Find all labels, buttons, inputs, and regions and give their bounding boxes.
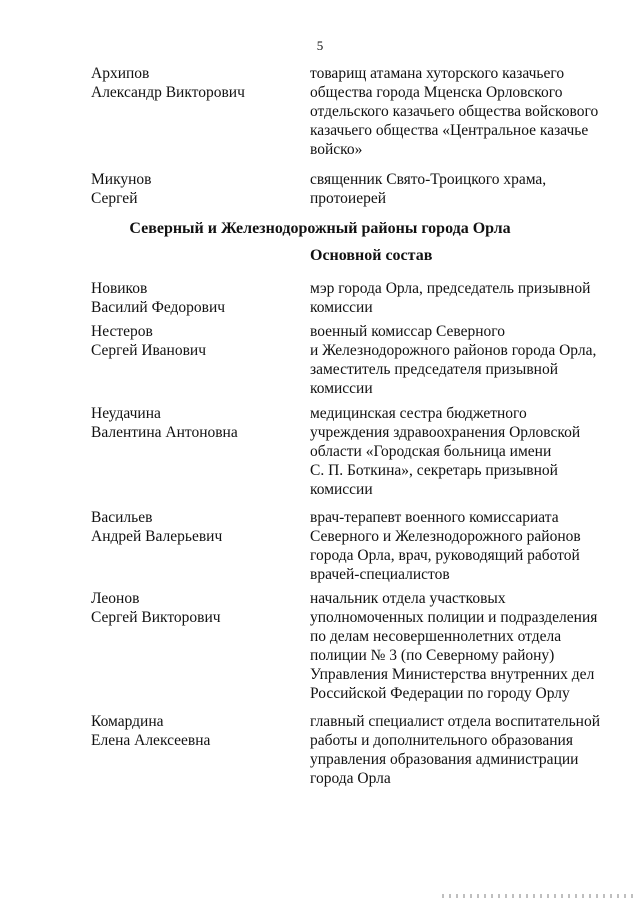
position-line: врач-терапевт военного комиссариата bbox=[310, 509, 559, 526]
name-line: Сергей Иванович bbox=[91, 342, 207, 359]
member-position bbox=[310, 64, 610, 159]
member-name bbox=[91, 322, 291, 360]
position-line: комиссии bbox=[310, 380, 373, 397]
name-line: Нестеров bbox=[91, 323, 153, 340]
position-line: войско» bbox=[310, 141, 363, 158]
page-number: 5 bbox=[316, 38, 324, 53]
name-line: Неудачина bbox=[91, 405, 161, 422]
position-line: медицинская сестра бюджетного bbox=[310, 405, 527, 422]
position-line: мэр города Орла, председатель призывной bbox=[310, 280, 591, 297]
position-line: казачьего общества «Центральное казачье bbox=[310, 122, 589, 139]
name-line: Комардина bbox=[91, 713, 164, 730]
position-line: комиссии bbox=[310, 481, 373, 498]
member-name bbox=[91, 508, 291, 546]
name-line: Елена Алексеевна bbox=[91, 732, 211, 749]
member-position bbox=[310, 508, 610, 584]
scan-footer-mark bbox=[442, 894, 637, 898]
position-line: комиссии bbox=[310, 299, 373, 316]
position-line: по делам несовершеннолетних отдела bbox=[310, 628, 562, 645]
member-position bbox=[310, 170, 610, 208]
name-line: Сергей bbox=[91, 190, 138, 207]
position-line: управления образования администрации bbox=[310, 751, 579, 768]
name-line: Архипов bbox=[91, 65, 150, 82]
member-name bbox=[91, 170, 291, 208]
position-line: учреждения здравоохранения Орловской bbox=[310, 424, 581, 441]
member-position bbox=[310, 589, 610, 703]
name-line: Васильев bbox=[91, 509, 153, 526]
name-line: Андрей Валерьевич bbox=[91, 528, 223, 545]
position-line: области «Городская больница имени bbox=[310, 443, 552, 460]
position-line: и Железнодорожного районов города Орла, bbox=[310, 342, 597, 359]
name-line: Сергей Викторович bbox=[91, 609, 221, 626]
position-line: полиции № 3 (по Северному району) bbox=[310, 647, 555, 664]
name-line: Леонов bbox=[91, 590, 140, 607]
position-line: товарищ атамана хуторского казачьего bbox=[310, 65, 565, 82]
position-line: главный специалист отдела воспитательной bbox=[310, 713, 601, 730]
member-position bbox=[310, 404, 610, 499]
name-line: Валентина Антоновна bbox=[91, 424, 238, 441]
position-line: врачей-специалистов bbox=[310, 566, 450, 583]
member-position bbox=[310, 279, 610, 317]
member-position bbox=[310, 322, 610, 398]
position-line: Управления Министерства внутренних дел bbox=[310, 666, 595, 683]
position-line: общества города Мценска Орловского bbox=[310, 84, 563, 101]
position-line: Северного и Железнодорожного районов bbox=[310, 528, 581, 545]
member-name bbox=[91, 589, 291, 627]
name-line: Новиков bbox=[91, 280, 148, 297]
member-position bbox=[310, 712, 610, 788]
position-line: уполномоченных полиции и подразделения bbox=[310, 609, 598, 626]
member-name bbox=[91, 64, 291, 102]
position-line: начальник отдела участковых bbox=[310, 590, 506, 607]
member-name bbox=[91, 279, 291, 317]
position-line: военный комиссар Северного bbox=[310, 323, 505, 340]
subheading: Основной состав bbox=[310, 247, 433, 264]
position-line: священник Свято-Троицкого храма, bbox=[310, 171, 547, 188]
section-heading: Северный и Железнодорожный районы города Орла bbox=[129, 220, 511, 237]
member-name bbox=[91, 404, 291, 442]
position-line: отдельского казачьего общества войскового bbox=[310, 103, 599, 120]
name-line: Микунов bbox=[91, 171, 152, 188]
position-line: работы и дополнительного образования bbox=[310, 732, 573, 749]
name-line: Александр Викторович bbox=[91, 84, 245, 101]
member-name bbox=[91, 712, 291, 750]
position-line: города Орла bbox=[310, 770, 391, 787]
name-line: Василий Федорович bbox=[91, 299, 226, 316]
position-line: С. П. Боткина», секретарь призывной bbox=[310, 462, 558, 479]
position-line: заместитель председателя призывной bbox=[310, 361, 558, 378]
position-line: Российской Федерации по городу Орлу bbox=[310, 685, 570, 702]
position-line: протоиерей bbox=[310, 190, 387, 207]
position-line: города Орла, врач, руководящий работой bbox=[310, 547, 580, 564]
